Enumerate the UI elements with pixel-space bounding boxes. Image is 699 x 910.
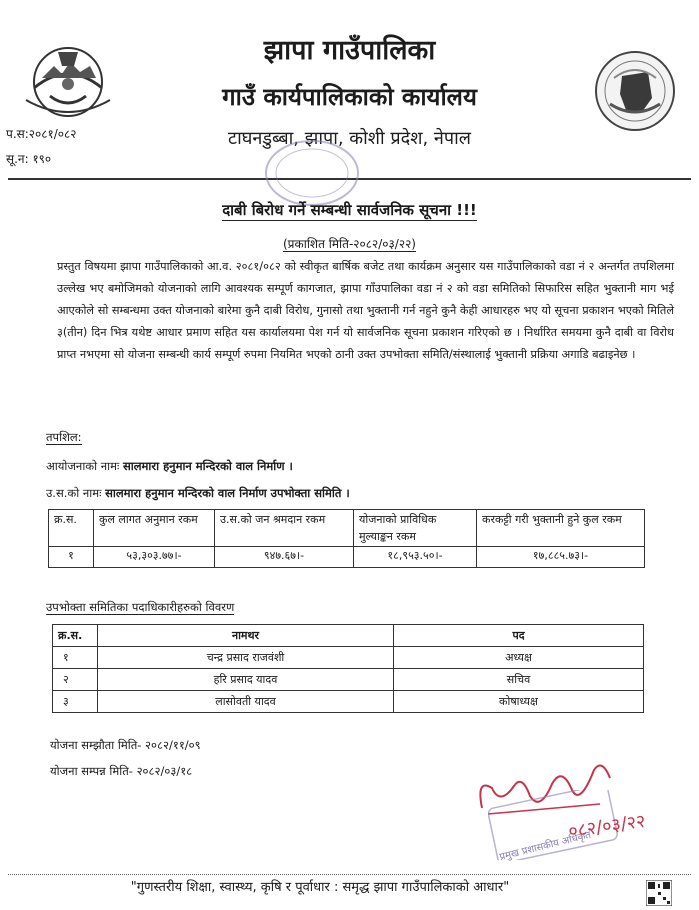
footer-divider <box>8 874 691 875</box>
col-technical-evaluation: योजनाको प्राविधिक मुल्याङ्कन रकम <box>354 510 477 547</box>
cell-position: सचिव <box>394 669 644 691</box>
cell-serial: १ <box>53 647 98 669</box>
cell-serial: २ <box>53 669 98 691</box>
cost-table <box>48 509 645 568</box>
cell-total-estimate: ५३,३०३.७७।- <box>94 547 215 568</box>
cell-technical-evaluation: १८,९५३.५०।- <box>354 547 477 568</box>
notice-body: प्रस्तुत विषयमा झापा गाउँपालिकाको आ.व. २०८१/०८२ को स्वीकृत बार्षिक बजेट तथा कार्यक्रम अनुसार यस गाउँपालिकाको वडा नं २ अन्तर्गत तपशिलमा उल्लेख भए बमोजिमको योजनाको लागि आवश्यक सम्पूर्ण कागजात, झापा गाँउपालिका वडा नं २ को वडा समितिको सिफारिस सहित भुक्तानी माग भई आएकोले सो सम्बन्धमा उक्त योजनाको बारेमा कुनै दाबी विरोध, गुनासो तथा भुक्तानी गर्न नहुने कुनै केही आधारहरु भए यो सूचना प्रकाशन भएको मितिले ३(तीन) दिन भित्र यथेष्ट आधार प्रमाण सहित यस कार्यालयमा पेश गर्न यो सार्वजनिक सूचना प्रकाशन गरिएको छ । निर्धारित समयमा कुनै दाबी वा विरोध प्राप्त नभएमा सो योजना सम्बन्धी कार्य सम्पूर्ण रुपमा नियमित भएको ठानी उक्त उपभोक्ता समिति/संस्थालाई भुक्तानी प्रक्रिया अगाडि बढाइनेछ । <box>57 260 674 361</box>
footer-slogan: "गुणस्तरीय शिक्षा, स्वास्थ्य, कृषि र पूर्वाधार : समृद्ध झापा गाउँपालिकाको आधार" <box>130 880 510 895</box>
col-position: पद <box>394 625 644 647</box>
cell-net-payment: १७,८८५.७३।- <box>477 547 645 568</box>
table-row <box>49 547 645 568</box>
project-label: आयोजनाको नामः <box>46 459 120 473</box>
qr-code-icon <box>646 880 672 906</box>
notice-title: दाबी बिरोध गर्ने सम्बन्धी सार्वजनिक सूचना !!! <box>222 201 477 219</box>
office-address: टाघनडुब्बा, झापा, कोशी प्रदेश, नेपाल <box>228 128 471 149</box>
col-labor-contribution: उ.स.को जन श्रमदान रकम <box>215 510 354 547</box>
committee-name: सालमारा हनुमान मन्दिरको वाल निर्माण उपभोक्ता समिति । <box>105 486 350 500</box>
reference-number: प.स:२०८१/०८२ <box>6 127 77 141</box>
table-row <box>53 669 644 691</box>
office-name: गाउँ कार्यपालिकाको कार्यालय <box>222 83 477 111</box>
committee-line <box>46 486 350 501</box>
cell-name: चन्द्र प्रसाद राजवंशी <box>98 647 394 669</box>
table-row <box>53 691 644 713</box>
cell-labor-contribution: ९४७.६७।- <box>215 547 354 568</box>
agreement-date: योजना सम्झौता मिति- २०८२/११/०९ <box>50 738 201 752</box>
municipality-name: झापा गाउँपालिका <box>263 35 436 66</box>
cell-position: अध्यक्ष <box>394 647 644 669</box>
officials-table <box>52 624 644 713</box>
col-serial: क्र.स. <box>53 625 98 647</box>
officials-table-header <box>53 625 644 647</box>
col-name: नामथर <box>98 625 394 647</box>
officials-title: उपभोक्ता समितिका पदाधिकारीहरुको विवरण <box>46 600 235 614</box>
project-name: सालमारा हनुमान मन्दिरको वाल निर्माण । <box>122 459 293 473</box>
col-total-estimate: कुल लागत अनुमान रकम <box>94 510 215 547</box>
cell-position: कोषाध्यक्ष <box>394 691 644 713</box>
completion-date: योजना सम्पन्न मिति- २०८२/०३/१८ <box>50 764 193 778</box>
office-stamp <box>262 138 362 208</box>
project-line <box>46 459 293 474</box>
cell-name: लासोवती यादव <box>98 691 394 713</box>
col-net-payment: करकट्टी गरी भुक्तानी हुने कुल रकम <box>477 510 645 547</box>
col-serial: क्र.स. <box>49 510 94 547</box>
cell-name: हरि प्रसाद यादव <box>98 669 394 691</box>
details-label: तपशिल: <box>46 430 82 444</box>
dispatch-number: सू.न: १९० <box>6 152 52 166</box>
published-date: (प्रकाशित मिति-२०८२/०३/२२) <box>282 237 416 251</box>
signature-date: ०८२/०३/२२ <box>566 810 647 843</box>
cost-table-header <box>49 510 645 547</box>
cell-serial: ३ <box>53 691 98 713</box>
table-row <box>53 647 644 669</box>
cell-serial: १ <box>49 547 94 568</box>
committee-label: उ.स.को नामः <box>46 486 102 500</box>
signature-stamp-text: प्रमुख प्रशासकीय अधिकृत <box>498 829 593 864</box>
